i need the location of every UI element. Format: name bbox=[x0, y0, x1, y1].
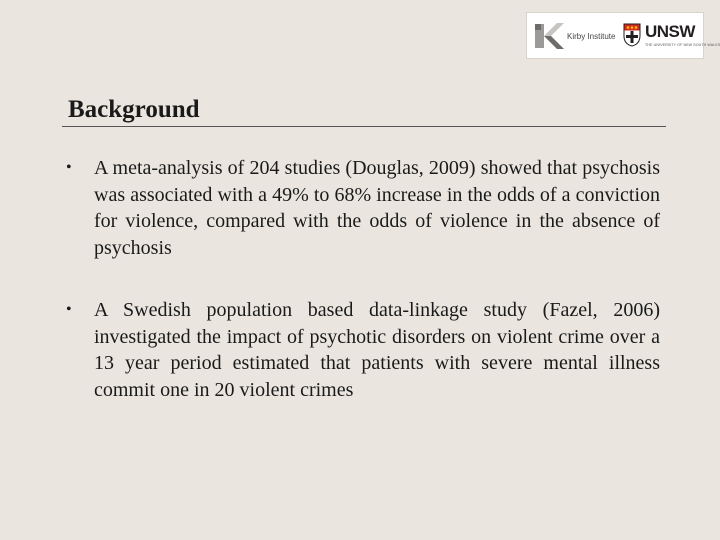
bullet-icon: • bbox=[66, 159, 72, 176]
slide-title: Background bbox=[68, 96, 200, 123]
title-underline bbox=[62, 126, 666, 127]
unsw-crest-icon bbox=[623, 23, 641, 47]
bullet-item-swedish-study bbox=[60, 297, 660, 403]
bullet-icon: • bbox=[66, 301, 72, 318]
unsw-logo bbox=[623, 21, 720, 53]
kirby-institute-logo bbox=[533, 20, 617, 52]
bullet-list bbox=[60, 155, 660, 403]
logo-banner bbox=[526, 12, 720, 59]
bullet-text: A Swedish population based data-linkage study (Fazel, 2006) investigated the impact of psychotic disorders on violent crime over a 13 year period estimated that patients with severe mental illness commit one in 20 violent crimes bbox=[94, 299, 660, 401]
unsw-subtitle: THE UNIVERSITY OF NEW SOUTH WALES bbox=[645, 43, 720, 47]
kirby-institute-wordmark: Kirby Institute bbox=[567, 32, 616, 41]
unsw-wordmark: UNSW bbox=[645, 22, 695, 41]
bullet-item-meta-analysis bbox=[60, 155, 660, 261]
bullet-text: A meta-analysis of 204 studies (Douglas, 2009) showed that psychosis was associated with a 49% to 68% increase in the odds of a conviction for violence, compared with the odds of violence in the absence of psychosis bbox=[94, 157, 660, 259]
kirby-k-icon bbox=[533, 20, 567, 52]
